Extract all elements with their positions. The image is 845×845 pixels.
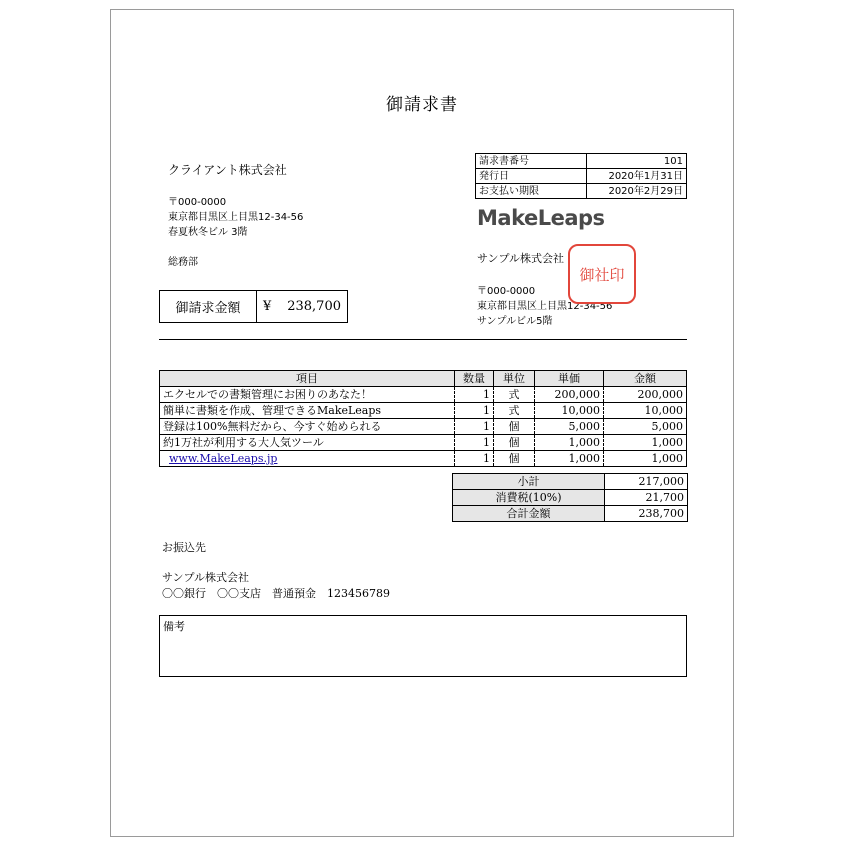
invoice-page — [110, 9, 734, 837]
company-postal: 〒000-0000 — [477, 286, 536, 297]
cell-unit: 式 — [494, 387, 535, 403]
invoice-amount-value: 238,700 — [287, 299, 341, 314]
cell-item: エクセルでの書類管理にお困りのあなた！ — [160, 387, 455, 403]
client-address2: 春夏秋冬ビル 3階 — [168, 227, 248, 238]
cell-amount: 5,000 — [604, 419, 687, 435]
table-row — [160, 451, 687, 467]
client-address1: 東京都目黒区上目黒12-34-56 — [168, 212, 304, 223]
totals-row-subtotal — [453, 474, 688, 490]
client-name: クライアント株式会社 — [168, 163, 287, 177]
totals-value: 21,700 — [605, 490, 688, 506]
column-header-qty: 数量 — [455, 371, 494, 387]
cell-price: 200,000 — [535, 387, 604, 403]
cell-qty: 1 — [455, 403, 494, 419]
cell-item — [160, 451, 455, 467]
cell-item: 簡単に書類を作成、管理できるMakeLeaps — [160, 403, 455, 419]
company-address2: サンプルビル5階 — [477, 316, 553, 327]
cell-unit: 個 — [494, 451, 535, 467]
bank-account-details: 〇〇銀行 〇〇支店 普通預金 123456789 — [162, 587, 390, 600]
invoice-amount-label: 御請求金額 — [160, 291, 257, 322]
remarks-label: 備考 — [163, 620, 185, 633]
bank-account-name: サンプル株式会社 — [162, 571, 250, 584]
column-header-unit: 単位 — [494, 371, 535, 387]
client-department: 総務部 — [168, 257, 198, 268]
table-row — [160, 419, 687, 435]
cell-qty: 1 — [455, 387, 494, 403]
cell-amount: 10,000 — [604, 403, 687, 419]
info-value: 101 — [587, 154, 687, 169]
makeleaps-logo: MakeLeaps — [477, 206, 605, 230]
totals-label: 消費税(10%) — [453, 490, 605, 506]
bank-heading: お振込先 — [162, 541, 206, 554]
info-label: 発行日 — [476, 169, 587, 184]
cell-price: 1,000 — [535, 435, 604, 451]
table-row — [160, 403, 687, 419]
line-items-table — [159, 370, 687, 467]
info-value: 2020年1月31日 — [587, 169, 687, 184]
table-row — [160, 435, 687, 451]
cell-qty: 1 — [455, 435, 494, 451]
cell-amount: 1,000 — [604, 451, 687, 467]
info-value: 2020年2月29日 — [587, 184, 687, 199]
info-row-issue-date — [476, 169, 687, 184]
info-label: 請求書番号 — [476, 154, 587, 169]
currency-symbol: ¥ — [263, 299, 272, 314]
totals-row-tax — [453, 490, 688, 506]
company-name: サンプル株式会社 — [477, 252, 565, 265]
cell-qty: 1 — [455, 451, 494, 467]
totals-value: 238,700 — [605, 506, 688, 522]
invoice-amount-box — [159, 290, 348, 323]
client-postal: 〒000-0000 — [168, 197, 227, 208]
cell-item: 約1万社が利用する大人気ツール — [160, 435, 455, 451]
company-address1: 東京都目黒区上目黒12-34-56 — [477, 301, 613, 312]
cell-price: 10,000 — [535, 403, 604, 419]
invoice-info-table — [475, 153, 687, 199]
info-row-due-date — [476, 184, 687, 199]
cell-price: 5,000 — [535, 419, 604, 435]
cell-qty: 1 — [455, 419, 494, 435]
totals-label: 合計金額 — [453, 506, 605, 522]
company-seal-stamp: 御社印 — [568, 244, 636, 304]
cell-amount: 1,000 — [604, 435, 687, 451]
invoice-amount-value-cell — [257, 291, 347, 322]
column-header-price: 単価 — [535, 371, 604, 387]
column-header-amount: 金額 — [604, 371, 687, 387]
header-divider — [159, 339, 687, 340]
totals-table — [452, 473, 688, 522]
info-row-number — [476, 154, 687, 169]
column-header-item: 項目 — [160, 371, 455, 387]
totals-label: 小計 — [453, 474, 605, 490]
totals-value: 217,000 — [605, 474, 688, 490]
makeleaps-link[interactable]: www.MakeLeaps.jp — [169, 452, 278, 465]
table-header-row — [160, 371, 687, 387]
document-title: 御請求書 — [386, 95, 458, 115]
cell-unit: 個 — [494, 435, 535, 451]
cell-unit: 個 — [494, 419, 535, 435]
cell-item: 登録は100%無料だから、今すぐ始められる — [160, 419, 455, 435]
cell-amount: 200,000 — [604, 387, 687, 403]
remarks-box — [159, 615, 687, 677]
totals-row-grand-total — [453, 506, 688, 522]
cell-price: 1,000 — [535, 451, 604, 467]
table-row — [160, 387, 687, 403]
cell-unit: 式 — [494, 403, 535, 419]
info-label: お支払い期限 — [476, 184, 587, 199]
